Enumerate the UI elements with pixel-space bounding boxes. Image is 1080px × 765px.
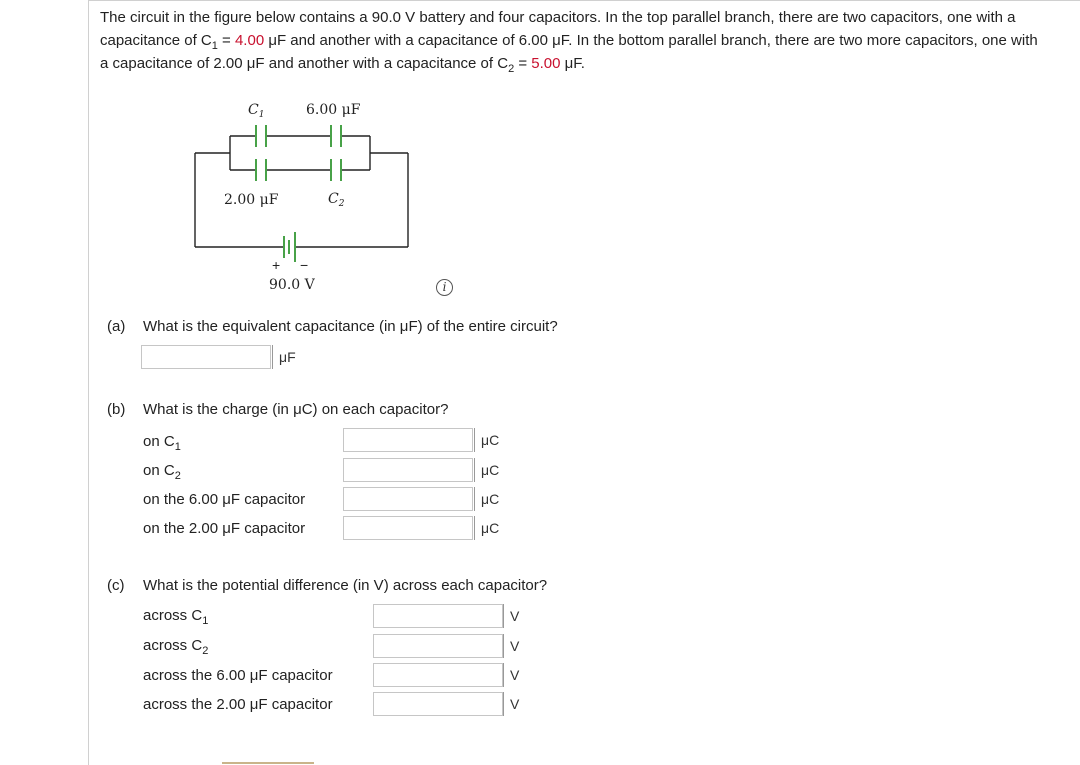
c1-value: 4.00 <box>234 32 265 49</box>
part-c-c1-unit: V <box>503 604 519 628</box>
part-b-6uf-unit: μC <box>474 487 499 511</box>
info-icon[interactable]: i <box>436 279 453 296</box>
problem-statement: The circuit in the figure below contains a 90.0 V battery and four capacitors. In the top parallel branch, there are two capacitors, one with a capacitance of $C_1 = 4.00$ μF and another with a capacitance of 6.00 μF. In the bottom parallel branch, there are two more capacitors, one with a capacitance of 2.00 μF and another with a capacitance of $C_2 = 5.00$ μF. <box>100 9 1038 75</box>
battery-symbol <box>284 232 295 262</box>
part-c-label-2uf: across the 2.00 μF capacitor <box>143 696 333 713</box>
part-b-label-6uf: on the 6.00 μF capacitor <box>143 491 306 508</box>
part-c-label-c2: across $C_2$ <box>143 637 209 657</box>
part-b-c1-input[interactable] <box>343 428 473 452</box>
label-c1: $C_1$ <box>248 102 265 120</box>
circuit-diagram <box>180 92 420 302</box>
label-6uf: 6.00 μF <box>306 102 361 118</box>
part-b-6uf-input[interactable] <box>343 487 473 511</box>
part-c-label-6uf: across the 6.00 μF capacitor <box>143 667 333 684</box>
part-a-answer-input[interactable] <box>141 345 271 369</box>
c2-value: 5.00 <box>531 55 561 72</box>
part-b-label-c1: on $C_1$ <box>143 433 181 453</box>
part-b-c2-input[interactable] <box>343 458 473 482</box>
part-a-unit: μF <box>272 345 296 369</box>
part-a-question: (a) What is the equivalent capacitance (in μF) of the entire circuit? <box>107 318 558 335</box>
battery-minus: − <box>300 257 309 273</box>
part-c-2uf-input[interactable] <box>373 692 503 716</box>
battery-plus: + <box>272 257 281 273</box>
part-b-c2-unit: μC <box>474 458 499 482</box>
part-b-2uf-input[interactable] <box>343 516 473 540</box>
bottom-divider <box>222 762 314 764</box>
part-b-question: (b) What is the charge (in μC) on each capacitor? <box>107 401 449 418</box>
part-b-label-c2: on $C_2$ <box>143 462 181 482</box>
part-c-label-c1: across $C_1$ <box>143 607 209 627</box>
label-2uf: 2.00 μF <box>224 192 279 208</box>
part-c-c2-input[interactable] <box>373 634 503 658</box>
label-c2: $C_2$ <box>328 191 345 209</box>
part-c-6uf-unit: V <box>503 663 519 687</box>
part-c-question: (c) What is the potential difference (in V) across each capacitor? <box>107 577 548 594</box>
battery-voltage-label: 90.0 V <box>269 277 315 293</box>
part-c-6uf-input[interactable] <box>373 663 503 687</box>
part-b-2uf-unit: μC <box>474 516 499 540</box>
part-b-label-2uf: on the 2.00 μF capacitor <box>143 520 306 537</box>
part-b-c1-unit: μC <box>474 428 499 452</box>
part-c-c2-unit: V <box>503 634 519 658</box>
part-c-2uf-unit: V <box>503 692 519 716</box>
part-c-c1-input[interactable] <box>373 604 503 628</box>
